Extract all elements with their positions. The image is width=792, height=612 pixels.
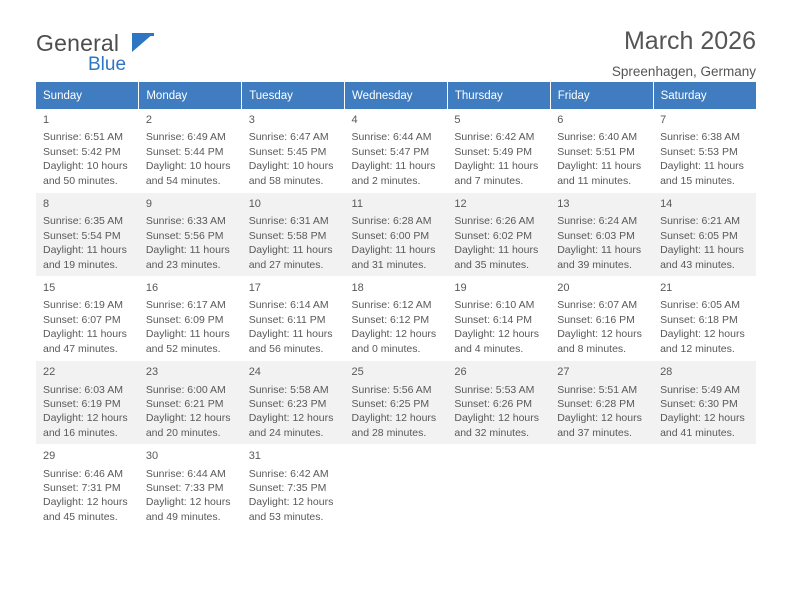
day-info-line: and 56 minutes. (248, 342, 324, 355)
day-info-line: Daylight: 11 hours (557, 244, 642, 257)
day-info-line: Daylight: 11 hours (351, 244, 436, 257)
calendar-week-row (36, 445, 756, 529)
day-info-line: Sunset: 5:42 PM (43, 145, 121, 158)
day-info-line: Sunset: 6:11 PM (248, 313, 326, 326)
day-info-line: Sunrise: 6:14 AM (248, 299, 329, 312)
calendar-week-row (36, 277, 756, 361)
day-info-line: Sunset: 6:09 PM (145, 313, 224, 326)
day-number: 19 (454, 282, 467, 295)
day-info-line: and 11 minutes. (557, 174, 632, 187)
day-number: 7 (660, 114, 667, 126)
calendar-day-cell (550, 193, 653, 277)
day-info-line: Daylight: 12 hours (454, 328, 540, 341)
day-info-line: Sunset: 6:19 PM (43, 397, 121, 410)
day-info-line: and 15 minutes. (660, 174, 735, 187)
logo[interactable] (36, 30, 216, 80)
day-info-line: Sunrise: 5:56 AM (351, 383, 432, 396)
day-info-line: and 0 minutes. (351, 342, 421, 355)
day-info-line: and 43 minutes. (660, 258, 735, 271)
day-info-line: and 12 minutes. (660, 342, 735, 355)
day-info-line: Sunset: 6:02 PM (454, 229, 533, 242)
day-number: 10 (248, 198, 261, 211)
day-info-line: and 19 minutes. (43, 258, 118, 271)
calendar-cell-empty (550, 445, 653, 529)
day-info-line: Sunset: 6:30 PM (660, 397, 738, 410)
calendar-day-cell (653, 193, 756, 277)
calendar-week-row (36, 361, 756, 445)
calendar-day-cell (653, 109, 756, 193)
calendar-day-cell (550, 361, 653, 445)
calendar-body (36, 109, 756, 529)
weekday-header-wednesday: Wednesday (345, 82, 448, 109)
day-info-line: and 54 minutes. (145, 174, 221, 187)
calendar-cell-empty (345, 445, 448, 529)
day-info-line: Sunrise: 5:53 AM (454, 383, 535, 396)
day-info-line: Daylight: 12 hours (43, 496, 128, 509)
day-info-line: Sunset: 6:18 PM (660, 313, 738, 326)
calendar-day-cell (447, 277, 550, 361)
calendar-day-cell (447, 361, 550, 445)
day-info-line: Sunrise: 6:31 AM (248, 215, 329, 228)
day-number: 17 (248, 282, 261, 295)
day-number: 6 (557, 114, 564, 126)
day-info-line: Daylight: 12 hours (660, 412, 745, 425)
day-info-line: Sunrise: 6:46 AM (43, 467, 123, 480)
day-number: 4 (351, 114, 358, 126)
day-info-line: Daylight: 12 hours (660, 328, 745, 341)
calendar-day-cell (139, 109, 242, 193)
day-number: 3 (248, 114, 255, 126)
calendar-day-cell (653, 277, 756, 361)
day-info-line: Sunset: 7:31 PM (43, 481, 121, 494)
day-info-line: Daylight: 11 hours (248, 328, 333, 341)
calendar-day-cell (242, 193, 345, 277)
day-number: 21 (660, 282, 673, 295)
calendar-week-row (36, 193, 756, 277)
day-info-line: and 16 minutes. (43, 426, 118, 439)
weekday-header-saturday: Saturday (653, 82, 756, 109)
day-info-line: Sunrise: 6:10 AM (454, 299, 535, 312)
day-info-line: Sunrise: 6:47 AM (248, 131, 329, 144)
day-info-line: Sunset: 6:05 PM (660, 229, 738, 242)
day-info-line: Daylight: 12 hours (248, 496, 334, 509)
day-info-line: and 41 minutes. (660, 426, 735, 439)
day-info-line: Sunrise: 6:40 AM (557, 131, 638, 144)
day-info-line: Daylight: 10 hours (248, 160, 334, 173)
day-info-line: Daylight: 12 hours (557, 412, 642, 425)
calendar-day-cell (242, 445, 345, 529)
page-header (36, 0, 756, 79)
logo-text-general: General (36, 30, 120, 56)
day-info-line: Daylight: 10 hours (145, 160, 231, 173)
day-info-line: Sunset: 5:54 PM (43, 229, 121, 242)
calendar-cell-empty (653, 445, 756, 529)
day-info-line: and 52 minutes. (145, 342, 221, 355)
day-info-line: and 39 minutes. (557, 258, 632, 271)
calendar-day-cell (345, 361, 448, 445)
day-number: 13 (557, 198, 570, 211)
day-info-line: and 2 minutes. (351, 174, 421, 187)
calendar-day-cell (36, 277, 139, 361)
day-info-line: Daylight: 11 hours (660, 160, 744, 173)
day-number: 22 (43, 366, 56, 379)
day-info-line: Daylight: 11 hours (660, 244, 744, 257)
day-info-line: Sunrise: 6:44 AM (145, 467, 226, 480)
day-info-line: and 28 minutes. (351, 426, 427, 439)
day-info-line: Daylight: 12 hours (43, 412, 128, 425)
day-info-line: Daylight: 12 hours (557, 328, 642, 341)
day-info-line: and 7 minutes. (454, 174, 524, 187)
day-info-line: Daylight: 12 hours (351, 412, 437, 425)
day-info-line: Sunset: 5:45 PM (248, 145, 327, 158)
day-info-line: Sunset: 5:49 PM (454, 145, 533, 158)
calendar-day-cell (447, 193, 550, 277)
day-number: 8 (43, 198, 50, 211)
day-info-line: Sunset: 7:35 PM (248, 481, 327, 494)
day-info-line: and 8 minutes. (557, 342, 627, 355)
day-info-line: and 32 minutes. (454, 426, 530, 439)
day-info-line: Sunset: 5:51 PM (557, 145, 635, 158)
logo-text-blue: Blue (88, 54, 127, 75)
day-info-line: Sunrise: 6:42 AM (248, 467, 329, 480)
day-info-line: Sunrise: 6:12 AM (351, 299, 432, 312)
day-info-line: Sunrise: 6:05 AM (660, 299, 741, 312)
day-info-line: Sunset: 6:23 PM (248, 397, 327, 410)
day-number: 20 (557, 282, 570, 295)
day-info-line: Sunset: 6:16 PM (557, 313, 635, 326)
weekday-header-sunday: Sunday (36, 82, 139, 109)
day-info-line: and 58 minutes. (248, 174, 324, 187)
calendar-cell-empty (447, 445, 550, 529)
day-number: 29 (43, 450, 56, 463)
day-info-line: Sunrise: 6:44 AM (351, 131, 432, 144)
day-info-line: Sunset: 5:58 PM (248, 229, 327, 242)
calendar-day-cell (139, 193, 242, 277)
day-info-line: Sunrise: 5:49 AM (660, 383, 741, 396)
day-info-line: Daylight: 12 hours (248, 412, 334, 425)
day-number: 25 (351, 366, 364, 379)
day-info-line: and 31 minutes. (351, 258, 427, 271)
day-number: 24 (248, 366, 261, 379)
day-info-line: and 45 minutes. (43, 510, 118, 523)
day-number: 31 (248, 450, 261, 463)
day-info-line: and 23 minutes. (145, 258, 221, 271)
calendar-day-cell (36, 193, 139, 277)
day-info-line: and 49 minutes. (145, 510, 221, 523)
calendar-day-cell (139, 277, 242, 361)
day-info-line: Daylight: 10 hours (43, 160, 128, 173)
calendar-day-cell (36, 445, 139, 529)
day-number: 18 (351, 282, 364, 295)
calendar-day-cell (550, 109, 653, 193)
day-info-line: Sunrise: 6:51 AM (43, 131, 123, 144)
day-info-line: Sunset: 5:56 PM (145, 229, 224, 242)
calendar-day-cell (36, 361, 139, 445)
day-info-line: and 24 minutes. (248, 426, 324, 439)
day-info-line: Sunrise: 6:49 AM (145, 131, 226, 144)
day-info-line: Daylight: 12 hours (351, 328, 437, 341)
day-info-line: Sunrise: 6:21 AM (660, 215, 741, 228)
day-info-line: Sunrise: 6:35 AM (43, 215, 123, 228)
calendar-day-cell (345, 193, 448, 277)
location-subtitle: Spreenhagen, Germany (611, 64, 756, 79)
day-info-line: and 37 minutes. (557, 426, 632, 439)
day-info-line: Sunset: 6:26 PM (454, 397, 533, 410)
day-info-line: and 4 minutes. (454, 342, 524, 355)
day-info-line: and 35 minutes. (454, 258, 530, 271)
day-info-line: Sunrise: 6:17 AM (145, 299, 226, 312)
calendar-day-cell (242, 361, 345, 445)
day-info-line: Sunset: 5:44 PM (145, 145, 224, 158)
day-info-line: Sunrise: 6:28 AM (351, 215, 432, 228)
day-number: 11 (351, 198, 363, 211)
weekday-header-monday: Monday (139, 82, 242, 109)
calendar-week-row (36, 109, 756, 193)
day-number: 16 (145, 282, 159, 295)
day-number: 1 (43, 114, 50, 126)
day-info-line: Sunset: 6:25 PM (351, 397, 430, 410)
weekday-header-tuesday: Tuesday (242, 82, 345, 109)
page-title: March 2026 (623, 27, 756, 55)
calendar-day-cell (242, 277, 345, 361)
day-info-line: Daylight: 11 hours (145, 244, 230, 257)
logo-flag-bar-icon (132, 33, 154, 36)
day-info-line: Daylight: 11 hours (43, 328, 127, 341)
day-info-line: Sunset: 5:53 PM (660, 145, 738, 158)
weekday-header-thursday: Thursday (447, 82, 550, 109)
day-info-line: Sunrise: 6:24 AM (557, 215, 638, 228)
day-info-line: and 20 minutes. (145, 426, 221, 439)
day-number: 27 (557, 366, 570, 379)
calendar-day-cell (653, 361, 756, 445)
day-number: 23 (145, 366, 159, 379)
day-info-line: Sunset: 5:47 PM (351, 145, 430, 158)
day-info-line: Daylight: 12 hours (145, 412, 231, 425)
day-info-line: Sunrise: 5:58 AM (248, 383, 329, 396)
day-info-line: Sunrise: 6:38 AM (660, 131, 741, 144)
day-number: 28 (660, 366, 673, 379)
day-info-line: Sunrise: 6:03 AM (43, 383, 123, 396)
day-number: 15 (43, 282, 56, 295)
day-info-line: Sunrise: 6:33 AM (145, 215, 226, 228)
day-info-line: Daylight: 11 hours (351, 160, 436, 173)
day-info-line: Sunset: 7:33 PM (145, 481, 224, 494)
day-info-line: Sunrise: 6:07 AM (557, 299, 638, 312)
title-block (612, 26, 756, 82)
day-info-line: Daylight: 11 hours (454, 244, 539, 257)
day-info-line: Sunset: 6:03 PM (557, 229, 635, 242)
day-info-line: Daylight: 11 hours (248, 244, 333, 257)
calendar-day-cell (139, 361, 242, 445)
day-info-line: Sunset: 6:28 PM (557, 397, 635, 410)
calendar-day-cell (550, 277, 653, 361)
day-info-line: Sunrise: 6:19 AM (43, 299, 123, 312)
day-info-line: Sunrise: 6:00 AM (145, 383, 226, 396)
calendar-table (36, 82, 756, 529)
day-info-line: Sunset: 6:21 PM (145, 397, 224, 410)
day-number: 14 (660, 198, 673, 211)
day-number: 30 (145, 450, 159, 463)
day-info-line: Daylight: 11 hours (454, 160, 539, 173)
day-info-line: Sunset: 6:12 PM (351, 313, 430, 326)
day-info-line: and 47 minutes. (43, 342, 118, 355)
day-number: 12 (454, 198, 467, 211)
day-info-line: Sunrise: 5:51 AM (557, 383, 638, 396)
day-info-line: Sunrise: 6:42 AM (454, 131, 535, 144)
day-info-line: Daylight: 11 hours (43, 244, 127, 257)
calendar-day-cell (36, 109, 139, 193)
day-number: 5 (454, 114, 461, 126)
day-info-line: Daylight: 11 hours (557, 160, 642, 173)
calendar-day-cell (345, 109, 448, 193)
day-info-line: Sunset: 6:00 PM (351, 229, 430, 242)
day-info-line: Sunset: 6:07 PM (43, 313, 121, 326)
day-number: 2 (145, 114, 152, 126)
day-number: 26 (454, 366, 467, 379)
calendar-day-cell (242, 109, 345, 193)
day-info-line: and 53 minutes. (248, 510, 324, 523)
day-info-line: Daylight: 12 hours (454, 412, 540, 425)
calendar-day-cell (345, 277, 448, 361)
calendar-day-cell (139, 445, 242, 529)
day-info-line: and 27 minutes. (248, 258, 324, 271)
day-info-line: and 50 minutes. (43, 174, 118, 187)
calendar-day-cell (447, 109, 550, 193)
day-number: 9 (145, 198, 152, 211)
day-info-line: Daylight: 11 hours (145, 328, 230, 341)
day-info-line: Daylight: 12 hours (145, 496, 231, 509)
day-info-line: Sunset: 6:14 PM (454, 313, 533, 326)
weekday-header-friday: Friday (550, 82, 653, 109)
day-info-line: Sunrise: 6:26 AM (454, 215, 535, 228)
weekday-header-row (36, 82, 756, 109)
